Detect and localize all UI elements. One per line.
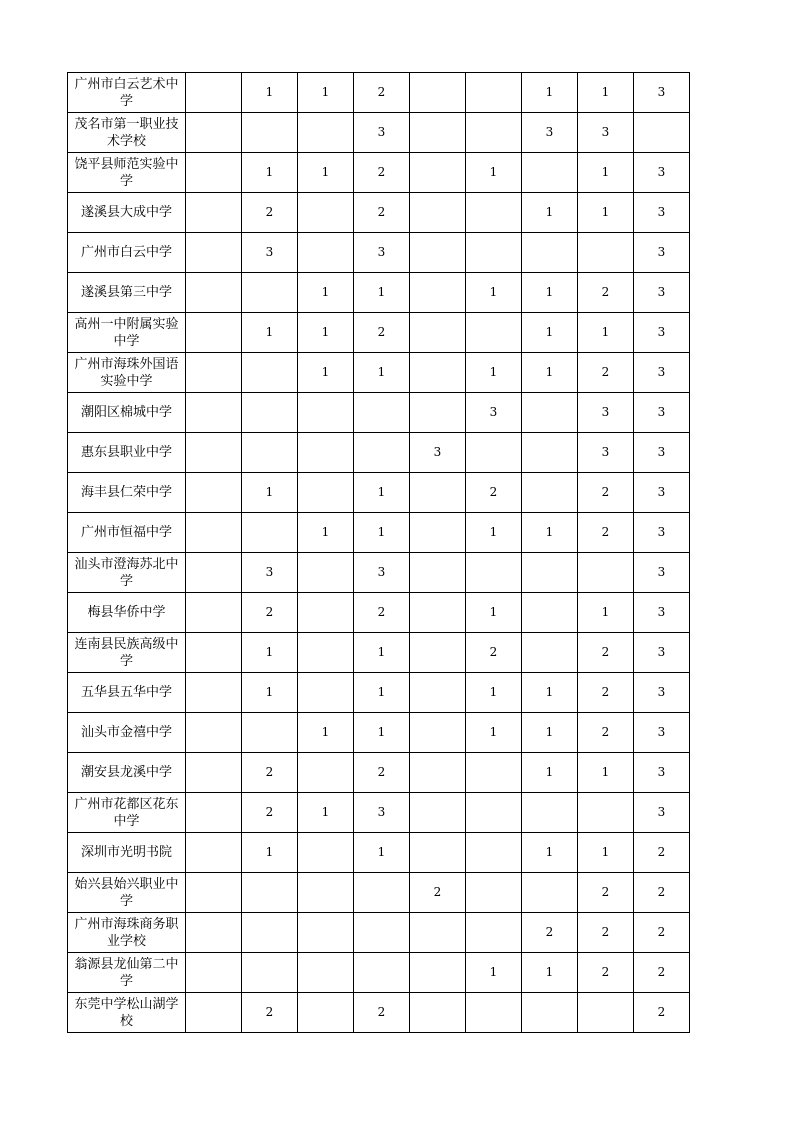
- school-name-cell: 高州一中附属实验中学: [68, 313, 186, 353]
- value-cell: 1: [578, 593, 634, 633]
- value-cell: 2: [578, 273, 634, 313]
- value-cell: [466, 833, 522, 873]
- value-cell: [410, 513, 466, 553]
- value-cell: 1: [578, 313, 634, 353]
- value-cell: [634, 113, 690, 153]
- value-cell: [410, 153, 466, 193]
- value-cell: [410, 553, 466, 593]
- value-cell: 2: [578, 673, 634, 713]
- table-row: [68, 473, 690, 513]
- value-cell: [410, 673, 466, 713]
- value-cell: [410, 273, 466, 313]
- value-cell: 3: [354, 553, 410, 593]
- table-row: [68, 753, 690, 793]
- table-row: [68, 313, 690, 353]
- value-cell: 1: [466, 593, 522, 633]
- value-cell: [354, 913, 410, 953]
- table-row: [68, 873, 690, 913]
- value-cell: [466, 233, 522, 273]
- value-cell: [578, 553, 634, 593]
- value-cell: 1: [578, 753, 634, 793]
- value-cell: 1: [298, 353, 354, 393]
- school-name-cell: 遂溪县第三中学: [68, 273, 186, 313]
- value-cell: [186, 953, 242, 993]
- value-cell: [410, 833, 466, 873]
- value-cell: [298, 393, 354, 433]
- value-cell: 1: [298, 313, 354, 353]
- value-cell: [242, 113, 298, 153]
- value-cell: 2: [578, 473, 634, 513]
- value-cell: [186, 513, 242, 553]
- value-cell: [522, 153, 578, 193]
- value-cell: 2: [578, 633, 634, 673]
- value-cell: [186, 353, 242, 393]
- value-cell: 1: [466, 353, 522, 393]
- value-cell: 2: [410, 873, 466, 913]
- value-cell: 2: [242, 593, 298, 633]
- value-cell: [298, 873, 354, 913]
- value-cell: 3: [466, 393, 522, 433]
- table-row: [68, 393, 690, 433]
- value-cell: 3: [410, 433, 466, 473]
- school-name-cell: 广州市海珠外国语实验中学: [68, 353, 186, 393]
- value-cell: 2: [634, 993, 690, 1033]
- table-row: [68, 913, 690, 953]
- value-cell: [466, 113, 522, 153]
- value-cell: 1: [242, 73, 298, 113]
- value-cell: [186, 753, 242, 793]
- value-cell: [354, 393, 410, 433]
- value-cell: 3: [578, 433, 634, 473]
- value-cell: 1: [578, 73, 634, 113]
- school-name-cell: 海丰县仁荣中学: [68, 473, 186, 513]
- value-cell: [186, 273, 242, 313]
- value-cell: [298, 553, 354, 593]
- value-cell: 1: [522, 193, 578, 233]
- value-cell: 3: [634, 593, 690, 633]
- value-cell: [522, 633, 578, 673]
- value-cell: 1: [354, 713, 410, 753]
- value-cell: 1: [354, 513, 410, 553]
- value-cell: [578, 793, 634, 833]
- value-cell: 2: [578, 713, 634, 753]
- value-cell: [522, 553, 578, 593]
- school-name-cell: 潮安县龙溪中学: [68, 753, 186, 793]
- table-row: [68, 833, 690, 873]
- value-cell: 1: [298, 713, 354, 753]
- value-cell: [410, 913, 466, 953]
- value-cell: 1: [354, 833, 410, 873]
- value-cell: 1: [522, 833, 578, 873]
- school-name-cell: 广州市恒福中学: [68, 513, 186, 553]
- table-row: [68, 273, 690, 313]
- table-row: [68, 633, 690, 673]
- value-cell: [466, 753, 522, 793]
- value-cell: 1: [522, 713, 578, 753]
- value-cell: 2: [466, 473, 522, 513]
- value-cell: [578, 233, 634, 273]
- value-cell: [410, 393, 466, 433]
- value-cell: [186, 873, 242, 913]
- value-cell: [410, 313, 466, 353]
- value-cell: [466, 993, 522, 1033]
- value-cell: 3: [634, 473, 690, 513]
- value-cell: 1: [522, 513, 578, 553]
- value-cell: 2: [578, 353, 634, 393]
- value-cell: [298, 993, 354, 1033]
- school-name-cell: 茂名市第一职业技术学校: [68, 113, 186, 153]
- value-cell: [242, 433, 298, 473]
- value-cell: 3: [354, 113, 410, 153]
- value-cell: [242, 353, 298, 393]
- value-cell: 3: [634, 753, 690, 793]
- school-name-cell: 东莞中学松山湖学校: [68, 993, 186, 1033]
- value-cell: 1: [354, 273, 410, 313]
- value-cell: [410, 473, 466, 513]
- school-name-cell: 广州市花都区花东中学: [68, 793, 186, 833]
- value-cell: 2: [242, 793, 298, 833]
- value-cell: 2: [578, 873, 634, 913]
- value-cell: 3: [354, 793, 410, 833]
- value-cell: [186, 193, 242, 233]
- value-cell: [298, 633, 354, 673]
- value-cell: 3: [634, 193, 690, 233]
- school-name-cell: 广州市海珠商务职业学校: [68, 913, 186, 953]
- value-cell: 2: [578, 513, 634, 553]
- value-cell: 1: [522, 73, 578, 113]
- value-cell: 3: [242, 233, 298, 273]
- school-name-cell: 汕头市金禧中学: [68, 713, 186, 753]
- value-cell: 2: [466, 633, 522, 673]
- value-cell: 2: [634, 913, 690, 953]
- value-cell: 1: [466, 673, 522, 713]
- table-row: [68, 953, 690, 993]
- value-cell: [186, 673, 242, 713]
- school-name-cell: 汕头市澄海苏北中学: [68, 553, 186, 593]
- value-cell: [242, 513, 298, 553]
- value-cell: 3: [354, 233, 410, 273]
- value-cell: [186, 553, 242, 593]
- value-cell: [298, 953, 354, 993]
- value-cell: [298, 673, 354, 713]
- value-cell: 3: [634, 793, 690, 833]
- value-cell: [242, 873, 298, 913]
- table-body: [68, 73, 690, 1033]
- value-cell: 2: [242, 993, 298, 1033]
- value-cell: [242, 953, 298, 993]
- value-cell: 3: [634, 153, 690, 193]
- table-row: [68, 993, 690, 1033]
- value-cell: [410, 793, 466, 833]
- value-cell: [298, 233, 354, 273]
- value-cell: [410, 353, 466, 393]
- value-cell: [354, 873, 410, 913]
- value-cell: [242, 913, 298, 953]
- value-cell: [298, 753, 354, 793]
- value-cell: 3: [634, 673, 690, 713]
- value-cell: [242, 273, 298, 313]
- school-name-cell: 连南县民族高级中学: [68, 633, 186, 673]
- value-cell: 2: [522, 913, 578, 953]
- value-cell: 1: [578, 833, 634, 873]
- value-cell: [186, 313, 242, 353]
- value-cell: 1: [298, 513, 354, 553]
- value-cell: 3: [634, 73, 690, 113]
- school-name-cell: 惠东县职业中学: [68, 433, 186, 473]
- school-name-cell: 潮阳区棉城中学: [68, 393, 186, 433]
- value-cell: 3: [242, 553, 298, 593]
- value-cell: [466, 313, 522, 353]
- table-row: [68, 433, 690, 473]
- value-cell: 1: [522, 953, 578, 993]
- value-cell: 1: [522, 353, 578, 393]
- value-cell: 3: [578, 113, 634, 153]
- value-cell: [466, 873, 522, 913]
- value-cell: [410, 193, 466, 233]
- value-cell: [522, 593, 578, 633]
- value-cell: 1: [298, 273, 354, 313]
- value-cell: 1: [522, 753, 578, 793]
- school-name-cell: 五华县五华中学: [68, 673, 186, 713]
- value-cell: [522, 993, 578, 1033]
- value-cell: 2: [354, 313, 410, 353]
- value-cell: [522, 393, 578, 433]
- value-cell: 1: [242, 153, 298, 193]
- value-cell: 3: [634, 513, 690, 553]
- value-cell: [298, 913, 354, 953]
- value-cell: [410, 593, 466, 633]
- table-row: [68, 513, 690, 553]
- table-row: [68, 713, 690, 753]
- value-cell: 1: [242, 833, 298, 873]
- value-cell: 2: [634, 833, 690, 873]
- value-cell: 3: [634, 553, 690, 593]
- value-cell: 2: [354, 153, 410, 193]
- school-name-cell: 广州市白云艺术中学: [68, 73, 186, 113]
- school-name-cell: 深圳市光明书院: [68, 833, 186, 873]
- value-cell: 1: [354, 633, 410, 673]
- value-cell: [410, 953, 466, 993]
- value-cell: 1: [578, 153, 634, 193]
- value-cell: [186, 73, 242, 113]
- value-cell: 3: [634, 713, 690, 753]
- value-cell: [186, 593, 242, 633]
- value-cell: 2: [242, 193, 298, 233]
- value-cell: [186, 633, 242, 673]
- value-cell: 1: [354, 473, 410, 513]
- value-cell: [186, 993, 242, 1033]
- value-cell: [186, 793, 242, 833]
- table-row: [68, 553, 690, 593]
- value-cell: [354, 433, 410, 473]
- value-cell: 2: [354, 753, 410, 793]
- value-cell: [186, 913, 242, 953]
- value-cell: 1: [354, 353, 410, 393]
- value-cell: [186, 393, 242, 433]
- table-row: [68, 73, 690, 113]
- value-cell: [354, 953, 410, 993]
- value-cell: 2: [354, 993, 410, 1033]
- school-name-cell: 遂溪县大成中学: [68, 193, 186, 233]
- table-row: [68, 153, 690, 193]
- value-cell: [410, 73, 466, 113]
- value-cell: [410, 113, 466, 153]
- value-cell: [298, 593, 354, 633]
- value-cell: 2: [354, 593, 410, 633]
- value-cell: [298, 433, 354, 473]
- value-cell: [578, 993, 634, 1033]
- table-row: [68, 353, 690, 393]
- value-cell: 1: [466, 153, 522, 193]
- value-cell: [186, 153, 242, 193]
- value-cell: [410, 753, 466, 793]
- value-cell: 1: [242, 473, 298, 513]
- value-cell: [466, 793, 522, 833]
- table-row: [68, 673, 690, 713]
- value-cell: [522, 473, 578, 513]
- table-row: [68, 593, 690, 633]
- value-cell: 2: [242, 753, 298, 793]
- value-cell: 2: [578, 913, 634, 953]
- value-cell: 2: [354, 193, 410, 233]
- value-cell: 1: [298, 793, 354, 833]
- value-cell: 2: [634, 953, 690, 993]
- value-cell: 1: [578, 193, 634, 233]
- value-cell: [466, 913, 522, 953]
- value-cell: 3: [634, 313, 690, 353]
- school-name-cell: 梅县华侨中学: [68, 593, 186, 633]
- value-cell: 1: [242, 673, 298, 713]
- school-name-cell: 广州市白云中学: [68, 233, 186, 273]
- school-name-cell: 饶平县师范实验中学: [68, 153, 186, 193]
- value-cell: [298, 833, 354, 873]
- value-cell: [186, 833, 242, 873]
- value-cell: 1: [466, 953, 522, 993]
- value-cell: 3: [634, 633, 690, 673]
- table-row: [68, 233, 690, 273]
- value-cell: [410, 713, 466, 753]
- value-cell: 1: [242, 313, 298, 353]
- value-cell: [298, 473, 354, 513]
- value-cell: 2: [354, 73, 410, 113]
- value-cell: 1: [522, 673, 578, 713]
- value-cell: 1: [522, 313, 578, 353]
- value-cell: [242, 713, 298, 753]
- value-cell: 1: [242, 633, 298, 673]
- value-cell: [298, 113, 354, 153]
- value-cell: [522, 233, 578, 273]
- value-cell: [522, 793, 578, 833]
- value-cell: 1: [466, 273, 522, 313]
- value-cell: 1: [354, 673, 410, 713]
- value-cell: 3: [634, 393, 690, 433]
- value-cell: 3: [522, 113, 578, 153]
- value-cell: [186, 233, 242, 273]
- value-cell: [186, 113, 242, 153]
- value-cell: [466, 433, 522, 473]
- value-cell: 1: [466, 513, 522, 553]
- value-cell: 2: [634, 873, 690, 913]
- table-row: [68, 793, 690, 833]
- value-cell: [298, 193, 354, 233]
- value-cell: [186, 473, 242, 513]
- value-cell: [466, 193, 522, 233]
- value-cell: 3: [634, 233, 690, 273]
- table-row: [68, 193, 690, 233]
- value-cell: [186, 433, 242, 473]
- school-stats-table: [67, 72, 690, 1033]
- value-cell: 3: [634, 353, 690, 393]
- table-row: [68, 113, 690, 153]
- school-name-cell: 翁源县龙仙第二中学: [68, 953, 186, 993]
- value-cell: [522, 433, 578, 473]
- value-cell: [410, 633, 466, 673]
- value-cell: 1: [298, 153, 354, 193]
- value-cell: 3: [634, 273, 690, 313]
- value-cell: 1: [466, 713, 522, 753]
- value-cell: 3: [578, 393, 634, 433]
- value-cell: [186, 713, 242, 753]
- value-cell: 1: [298, 73, 354, 113]
- value-cell: [522, 873, 578, 913]
- value-cell: [466, 73, 522, 113]
- value-cell: [410, 233, 466, 273]
- value-cell: 3: [634, 433, 690, 473]
- school-name-cell: 始兴县始兴职业中学: [68, 873, 186, 913]
- value-cell: [242, 393, 298, 433]
- value-cell: 2: [578, 953, 634, 993]
- value-cell: 1: [522, 273, 578, 313]
- value-cell: [466, 553, 522, 593]
- value-cell: [410, 993, 466, 1033]
